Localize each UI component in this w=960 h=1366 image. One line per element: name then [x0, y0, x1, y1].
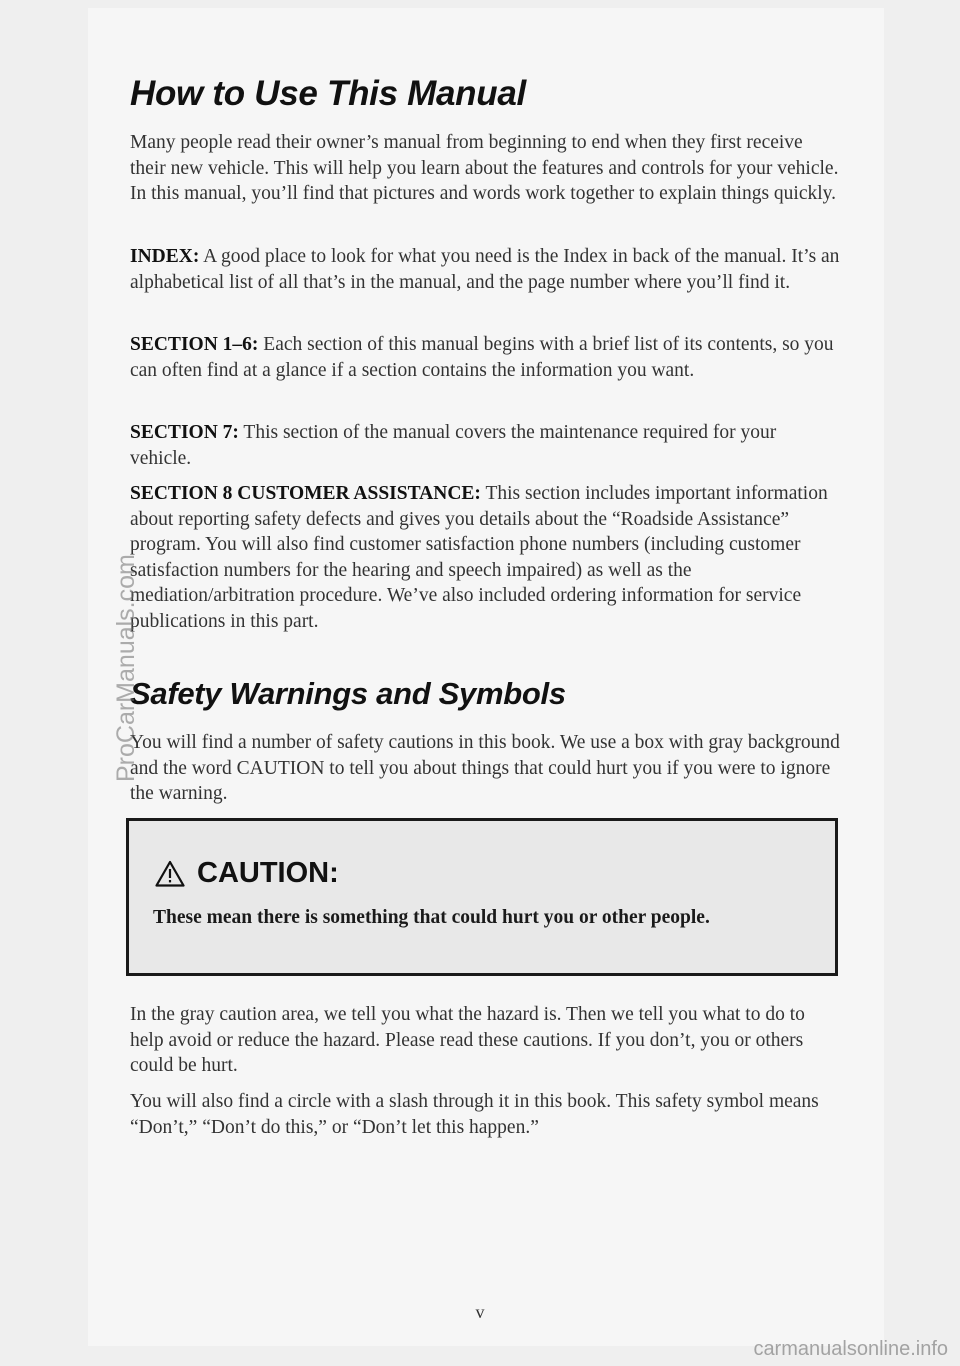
circle-symbol-paragraph: You will also find a circle with a slash through it in this book. This safety symbol means “Don’t,” “Don’t do this,” or “Don’t let this happen.”	[130, 1091, 819, 1138]
section-1-6-text: Each section of this manual begins with a brief list of its contents, so you can often find at a glance if a section contains the information you want.	[130, 334, 834, 381]
section-8-label: SECTION 8 CUSTOMER ASSISTANCE:	[130, 483, 481, 504]
index-label: INDEX:	[130, 246, 200, 267]
caution-text: These mean there is something that could hurt you or other people.	[153, 907, 710, 928]
caution-title: CAUTION:	[197, 857, 339, 889]
section-8-paragraph	[130, 481, 842, 634]
side-watermark: ProCarManuals.com	[112, 554, 140, 782]
warning-triangle-icon	[155, 860, 185, 887]
section-7-label: SECTION 7:	[130, 422, 239, 443]
caution-box	[126, 818, 838, 976]
section-1-6-label: SECTION 1–6:	[130, 334, 259, 355]
intro-paragraph: Many people read their owner’s manual from beginning to end when they first receive their new vehicle. This will help you learn about the features and controls for your vehicle. In this manual, you’ll find that pictures and words work together to explain things quickly.	[130, 132, 839, 204]
bottom-watermark: carmanualsonline.info	[753, 1338, 948, 1360]
safety-intro-paragraph: You will find a number of safety cautions in this book. We use a box with gray background and the word CAUTION to tell you about things that could hurt you if you were to ignore the warning.	[130, 732, 840, 804]
page-number: v	[475, 1302, 485, 1322]
section-7-paragraph	[130, 420, 842, 471]
safety-section-heading: Safety Warnings and Symbols	[130, 676, 566, 711]
index-paragraph	[130, 244, 842, 295]
section-8-text: This section includes important information about reporting safety defects and gives you details about the “Roadside Assistance” program. You will also find customer satisfaction phone numbers (including customer satisfaction numbers for the hearing and speech impaired) as well as the mediation/arbitration procedure. We’ve also included ordering information for service publications in this part.	[130, 483, 828, 632]
caution-heading	[155, 857, 339, 890]
index-text: A good place to look for what you need is the Index in back of the manual. It’s an alphabetical list of all that’s in the manual, and the page number where you’ll find it.	[130, 246, 840, 293]
section-7-text: This section of the manual covers the maintenance required for your vehicle.	[130, 422, 777, 469]
page-title: How to Use This Manual	[130, 74, 526, 113]
gray-area-paragraph: In the gray caution area, we tell you what the hazard is. Then we tell you what to do to help avoid or reduce the hazard. Please read these cautions. If you don’t, you or others could be hurt.	[130, 1004, 805, 1076]
section-1-6-paragraph	[130, 332, 842, 383]
